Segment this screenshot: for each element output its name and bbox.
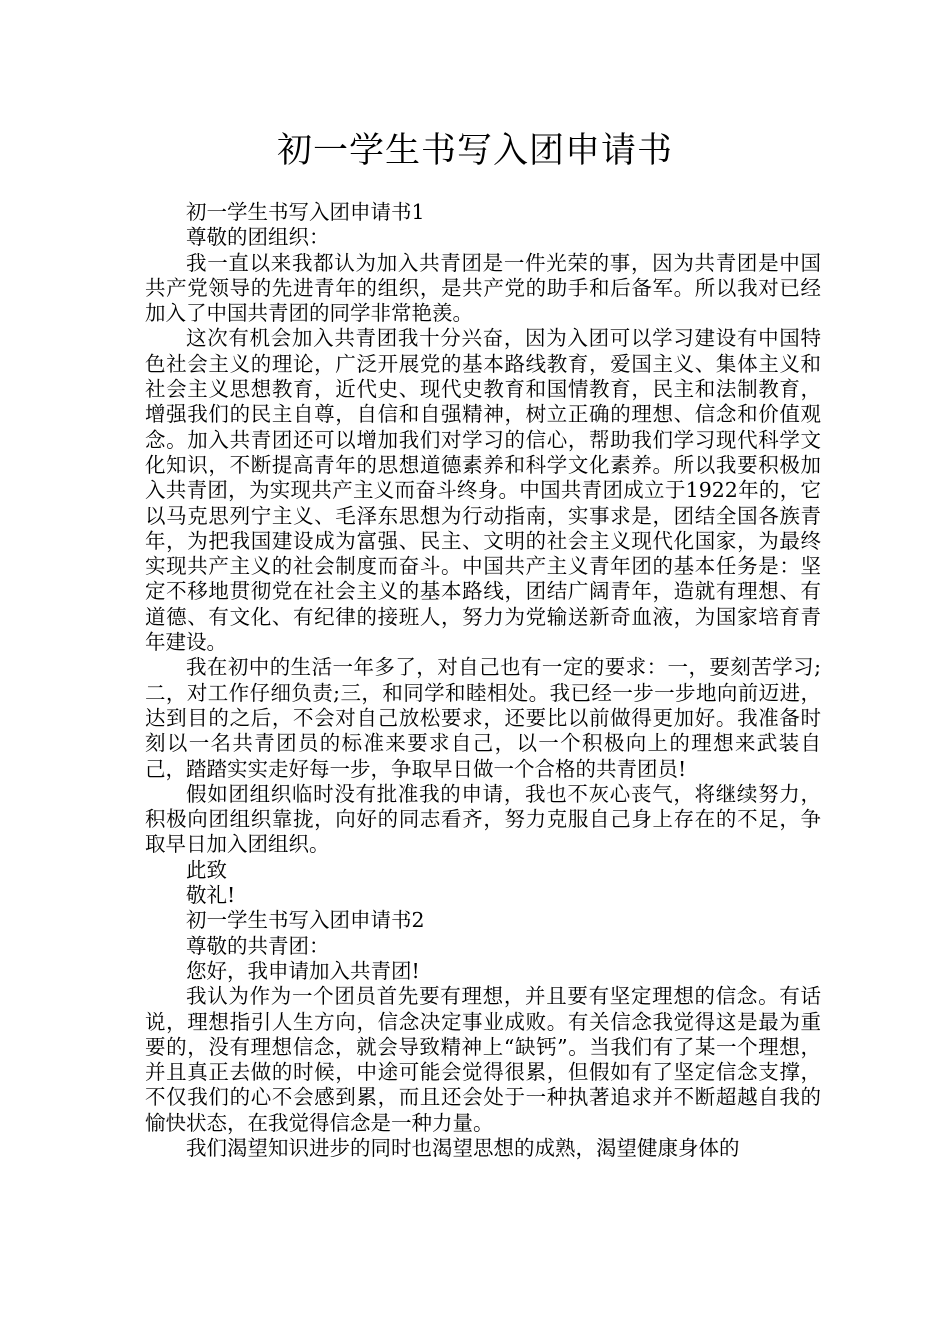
page-title: 初一学生书写入团申请书 xyxy=(276,131,673,171)
section-heading-2: 初一学生书写入团申请书2 xyxy=(186,908,425,933)
body-paragraph: 我们渴望知识进步的同时也渴望思想的成熟，渴望健康身体的 xyxy=(186,1135,740,1160)
document-body xyxy=(145,200,821,1161)
salutation: 尊敬的共青团： xyxy=(186,933,330,958)
section-heading-1: 初一学生书写入团申请书1 xyxy=(186,200,425,224)
salutation: 尊敬的团组织： xyxy=(186,225,330,250)
body-paragraph: 我在初中的生活一年多了，对自己也有一定的要求：一，要刻苦学习;二，对工作仔细负责;三，和同学和睦相处。我已经一步一步地向前迈进，达到目的之后，不会对自己放松要求，还要比以前做得更加好。我准备时刻以一名共青团员的标准来要求自己，以一个积极向上的理想来武装自己，踏踏实实走好每一步，争取早日做一个合格的共青团员! xyxy=(145,655,821,781)
closing-line: 敬礼! xyxy=(186,883,236,908)
body-paragraph: 假如团组织临时没有批准我的申请，我也不灰心丧气，将继续努力，积极向团组织靠拢，向好的同志看齐，努力克服自己身上存在的不足，争取早日加入团组织。 xyxy=(145,781,821,857)
greeting-line: 您好，我申请加入共青团! xyxy=(186,958,420,983)
closing-line: 此致 xyxy=(186,857,227,882)
body-paragraph: 我一直以来我都认为加入共青团是一件光荣的事，因为共青团是中国共产党领导的先进青年的组织，是共产党的助手和后备军。所以我对已经加入了中国共青团的同学非常艳羡。 xyxy=(145,250,821,326)
body-paragraph: 这次有机会加入共青团我十分兴奋，因为入团可以学习建设有中国特色社会主义的理论，广泛开展党的基本路线教育，爱国主义、集体主义和社会主义思想教育，近代史、现代史教育和国情教育，民主和法制教育，增强我们的民主自尊，自信和自强精神，树立正确的理想、信念和价值观念。加入共青团还可以增加我们对学习的信心，帮助我们学习现代科学文化知识，不断提高青年的思想道德素养和科学文化素养。所以我要积极加入共青团，为实现共产主义而奋斗终身。中国共青团成立于1922年的，它以马克思列宁主义、毛泽东思想为行动指南，实事求是，团结全国各族青年，为把我国建设成为富强、民主、文明的社会主义现代化国家，为最终实现共产主义的社会制度而奋斗。中国共产主义青年团的基本任务是：坚定不移地贯彻党在社会主义的基本路线，团结广阔青年，造就有理想、有道德、有文化、有纪律的接班人，努力为党输送新奇血液，为国家培育青年建设。 xyxy=(145,326,821,655)
body-paragraph: 我认为作为一个团员首先要有理想，并且要有坚定理想的信念。有话说，理想指引人生方向，信念决定事业成败。有关信念我觉得这是最为重要的，没有理想信念，就会导致精神上“缺钙”。当我们有了某一个理想，并且真正去做的时候，中途可能会觉得很累，但假如有了坚定信念支撑，不仅我们的心不会感到累，而且还会处于一种执著追求并不断超越自我的愉快状态，在我觉得信念是一种力量。 xyxy=(145,984,821,1135)
